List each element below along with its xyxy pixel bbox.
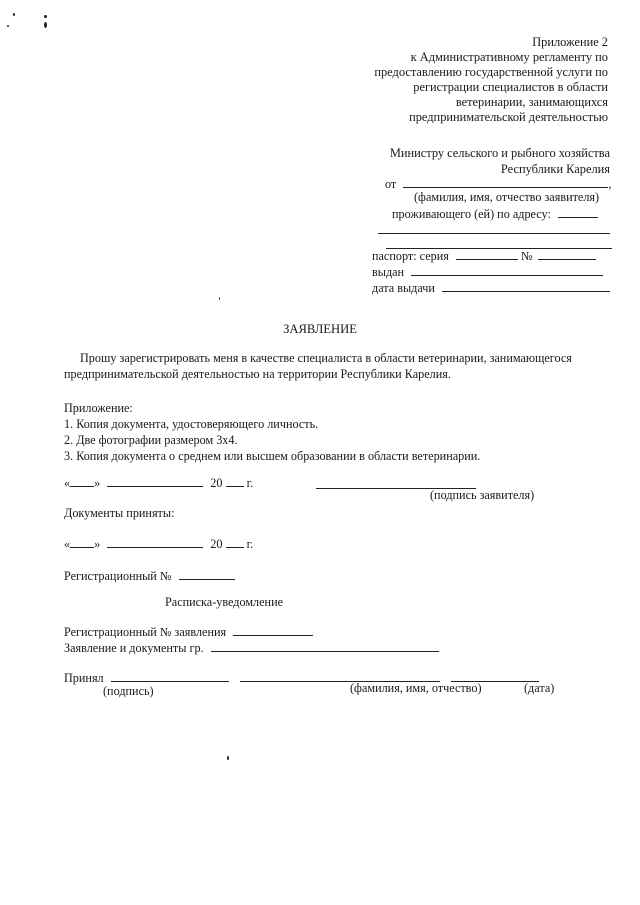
receipt-reg-label: Регистрационный № заявления <box>64 625 227 639</box>
appendix-line: регистрации специалистов в области <box>413 80 608 94</box>
attachments-heading: Приложение: <box>64 401 133 415</box>
appendix-header <box>374 35 608 125</box>
applicant-name-field[interactable] <box>403 176 608 188</box>
documents-accepted-label: Документы приняты: <box>64 506 175 520</box>
registration-number-row <box>64 568 235 584</box>
year-field[interactable] <box>226 475 244 487</box>
receipt-reg-field[interactable] <box>233 624 313 636</box>
hint-date: (дата) <box>524 681 555 695</box>
issued-row <box>372 264 603 280</box>
receipt-title: Расписка-уведомление <box>165 595 284 609</box>
issue-date-label: дата выдачи <box>372 281 435 295</box>
address-field-2[interactable] <box>378 222 610 234</box>
scan-speck <box>7 25 9 27</box>
address-field-1[interactable] <box>558 206 598 218</box>
day-field[interactable] <box>70 475 94 487</box>
day-field[interactable] <box>70 536 94 548</box>
appendix-line: предоставлению государственной услуги по <box>374 65 608 79</box>
appendix-line: к Административному регламенту по <box>410 50 608 64</box>
month-field[interactable] <box>107 475 203 487</box>
from-hint: (фамилия, имя, отчество заявителя) <box>414 190 600 204</box>
address-label: проживающего (ей) по адресу: <box>392 207 551 221</box>
receiver-signature-field[interactable] <box>111 670 229 682</box>
passport-number-field[interactable] <box>538 248 596 260</box>
from-label: от <box>385 177 397 191</box>
attachment-item: 1. Копия документа, удостоверяющего личность. <box>64 417 319 431</box>
registration-number-field[interactable] <box>179 568 235 580</box>
appendix-line: предпринимательской деятельностью <box>409 110 608 124</box>
attachments-list <box>64 400 480 464</box>
addressee-line1: Министру сельского и рыбного хозяйства <box>389 146 610 160</box>
address-row <box>392 206 598 222</box>
acceptance-date-row: « » 20 г. <box>64 537 254 551</box>
signature-hint: (подпись заявителя) <box>430 488 535 502</box>
scan-speck <box>44 15 47 18</box>
document-title: ЗАЯВЛЕНИЕ <box>283 322 357 336</box>
issued-label: выдан <box>372 265 405 279</box>
scan-speck <box>227 756 229 760</box>
appendix-line: ветеринарии, занимающихся <box>455 95 608 109</box>
addressee-ministry <box>390 145 610 177</box>
month-field[interactable] <box>107 536 203 548</box>
receipt-reg-row <box>64 624 313 640</box>
scan-speck <box>13 13 15 16</box>
passport-series-label: паспорт: серия <box>372 249 449 263</box>
scan-speck <box>44 22 47 28</box>
hint-signature: (подпись) <box>103 684 154 698</box>
attachment-item: 3. Копия документа о среднем или высшем образовании в области ветеринарии. <box>64 449 481 463</box>
hint-fio: (фамилия, имя, отчество) <box>350 681 482 695</box>
request-line-1: Прошу зарегистрировать меня в качестве специалиста в области ветеринарии, занимающегося <box>80 351 572 365</box>
registration-number-label: Регистрационный № <box>64 569 172 583</box>
receipt-accepted-label: Принял <box>64 671 104 685</box>
receipt-docs-label: Заявление и документы гр. <box>64 641 204 655</box>
appendix-title: Приложение 2 <box>532 35 608 49</box>
issue-date-row <box>372 280 610 296</box>
receipt-docs-row <box>64 640 439 656</box>
from-row: от , <box>385 177 612 191</box>
year-field[interactable] <box>226 536 244 548</box>
issue-date-field[interactable] <box>442 280 610 292</box>
application-date-row: « » 20 г. <box>64 476 254 490</box>
passport-number-label: № <box>520 249 533 263</box>
request-line-2: предпринимательской деятельностью на территории Республики Карелия. <box>64 367 451 381</box>
addressee-line2: Республики Карелия <box>500 162 610 176</box>
passport-series-field[interactable] <box>456 248 518 260</box>
scan-speck <box>219 297 220 300</box>
issued-field[interactable] <box>411 264 603 276</box>
passport-row <box>372 248 596 264</box>
receipt-docs-field[interactable] <box>211 640 439 652</box>
attachment-item: 2. Две фотографии размером 3х4. <box>64 433 238 447</box>
